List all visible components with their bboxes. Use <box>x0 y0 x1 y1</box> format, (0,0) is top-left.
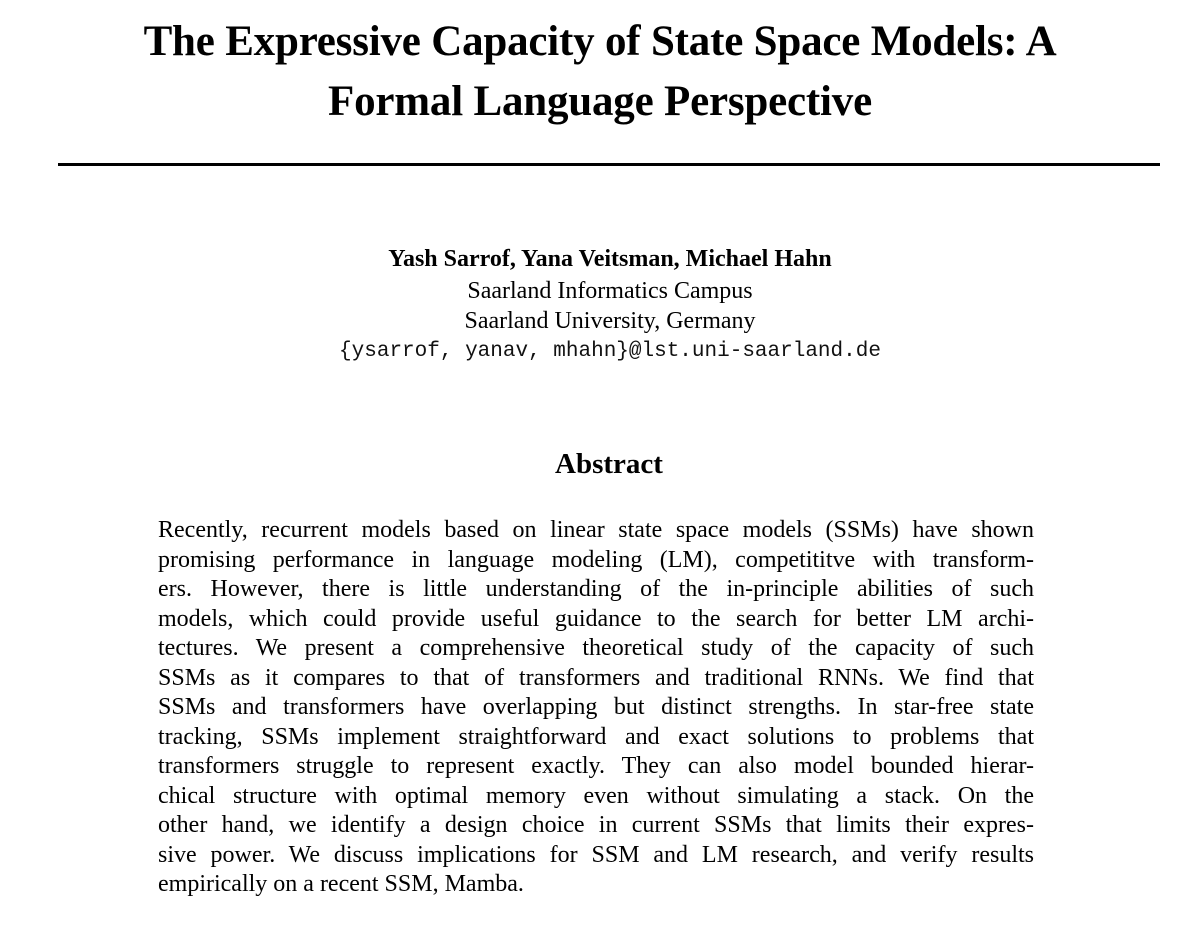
paper-title-line: The Expressive Capacity of State Space Models: A <box>143 18 1057 65</box>
abstract-line: other hand, we identify a design choice in current SSMs that limits their expres- <box>158 812 1034 838</box>
abstract-line: models, which could provide useful guidance to the search for better LM archi- <box>158 605 1034 632</box>
abstract-line: SSMs and transformers have overlapping but distinct strengths. In star-free state <box>158 694 1034 720</box>
affiliation-line: Saarland Informatics Campus <box>467 278 753 304</box>
abstract-line: empirically on a recent SSM, Mamba. <box>158 871 524 897</box>
abstract-line: promising performance in language modeling (LM), competititve with transform- <box>158 546 1034 573</box>
author-names: Yash Sarrof, Yana Veitsman, Michael Hahn <box>388 246 832 272</box>
abstract-line: Recently, recurrent models based on linear state space models (SSMs) have shown <box>158 517 1034 543</box>
author-emails: {ysarrof, yanav, mhahn}@lst.uni-saarland.de <box>339 340 881 363</box>
abstract-line: sive power. We discuss implications for SSM and LM research, and verify results <box>158 841 1034 868</box>
abstract-text <box>158 516 1034 900</box>
paper-title <box>40 12 1160 132</box>
author-block <box>0 242 1200 368</box>
title-rule <box>58 163 1160 166</box>
abstract-heading: Abstract <box>555 448 663 480</box>
abstract-line: tectures. We present a comprehensive theoretical study of the capacity of such <box>158 635 1034 661</box>
paper-title-line: Formal Language Perspective <box>328 78 872 125</box>
abstract-line: tracking, SSMs implement straightforward and exact solutions to problems that <box>158 723 1034 750</box>
abstract-line: ers. However, there is little understanding of the in-principle abilities of such <box>158 576 1034 602</box>
abstract-line: SSMs as it compares to that of transformers and traditional RNNs. We find that <box>158 664 1034 691</box>
affiliation-line: Saarland University, Germany <box>464 308 756 334</box>
abstract-line: chical structure with optimal memory even without simulating a stack. On the <box>158 782 1034 809</box>
abstract-line: transformers struggle to represent exactly. They can also model bounded hierar- <box>158 753 1034 779</box>
